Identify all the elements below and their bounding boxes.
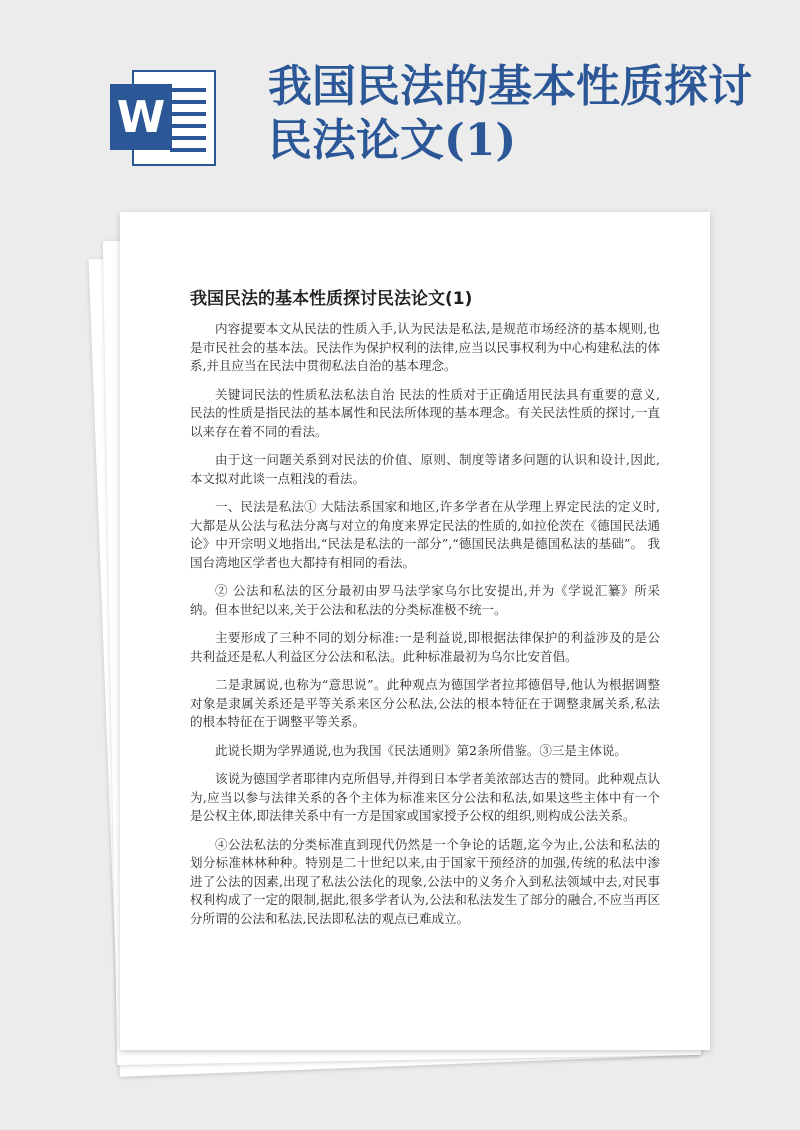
paragraph: 主要形成了三种不同的划分标准:一是利益说,即根据法律保护的利益涉及的是公共利益还是私人利益区分公法和私法。此种标准最初为乌尔比安首倡。	[190, 630, 660, 664]
banner-header	[0, 0, 800, 215]
document-page	[120, 212, 710, 1050]
paragraph: ④公法私法的分类标准直到现代仍然是一个争论的话题,迄今为止,公法和私法的划分标准林林种种。特别是二十世纪以来,由于国家干预经济的加强,传统的私法中渗进了公法的因素,出现了私法公法化的现象,公法中的义务介入到私法领域中去,对民事权利构成了一定的限制,据此,很多学者认为,公法和私法发生了部分的融合,不应当再区分所谓的公法和私法,民法即私法的观点已难成立。	[190, 836, 660, 926]
word-icon-letter: W	[110, 84, 172, 150]
paragraph: 由于这一问题关系到对民法的价值、原则、制度等诸多问题的认识和设计,因此,本文拟对此谈一点粗浅的看法。	[190, 452, 660, 486]
paragraph: 该说为德国学者耶律内克所倡导,并得到日本学者美浓部达吉的赞同。此种观点认为,应当以参与法律关系的各个主体为标准来区分公法和私法,如果这些主体中有一个是公权主体,即法律关系中有一方是国家或国家授予公权的组织,则构成公法关系。	[190, 771, 660, 823]
word-document-icon	[110, 70, 220, 166]
banner-title: 我国民法的基本性质探讨民法论文(1)	[268, 61, 752, 166]
document-title: 我国民法的基本性质探讨民法论文(1)	[190, 289, 473, 309]
paragraph: 二是隶属说,也称为“意思说”。此种观点为德国学者拉邦德倡导,他认为根据调整对象是隶属关系还是平等关系来区分公私法,公法的根本特征在于调整隶属关系,私法的根本特征在于调整平等关系。	[190, 677, 660, 729]
paragraph-keywords: 关键词民法的性质私法私法自治 民法的性质对于正确适用民法具有重要的意义,民法的性质是指民法的基本属性和民法所体现的基本理念。有关民法性质的探讨,一直以来存在着不同的看法。	[190, 386, 660, 439]
paragraph: ② 公法和私法的区分最初由罗马法学家乌尔比安提出,并为《学说汇纂》所采纳。但本世纪以来,关于公法和私法的分类标准极不统一。	[190, 583, 660, 617]
paragraph-abstract: 内容提要本文从民法的性质入手,认为民法是私法,是规范市场经济的基本规则,也是市民社会的基本法。民法作为保护权利的法律,应当以民事权利为中心构建私法的体系,并且应当在民法中贯彻私法自治的基本理念。	[190, 321, 660, 373]
document-body	[190, 320, 660, 938]
paragraph: 此说长期为学界通说,也为我国《民法通则》第2条所借鉴。③三是主体说。	[215, 742, 627, 758]
paragraph-section-1: 一、民法是私法① 大陆法系国家和地区,许多学者在从学理上界定民法的定义时,大都是从公法与私法分离与对立的角度来界定民法的性质的,如拉伦茨在《德国民法通论》中开宗明义地指出,“民法是私法的一部分”,“德国民法典是德国私法的基础”。 我国台湾地区学者也大都持有相同的看法。	[190, 499, 660, 570]
